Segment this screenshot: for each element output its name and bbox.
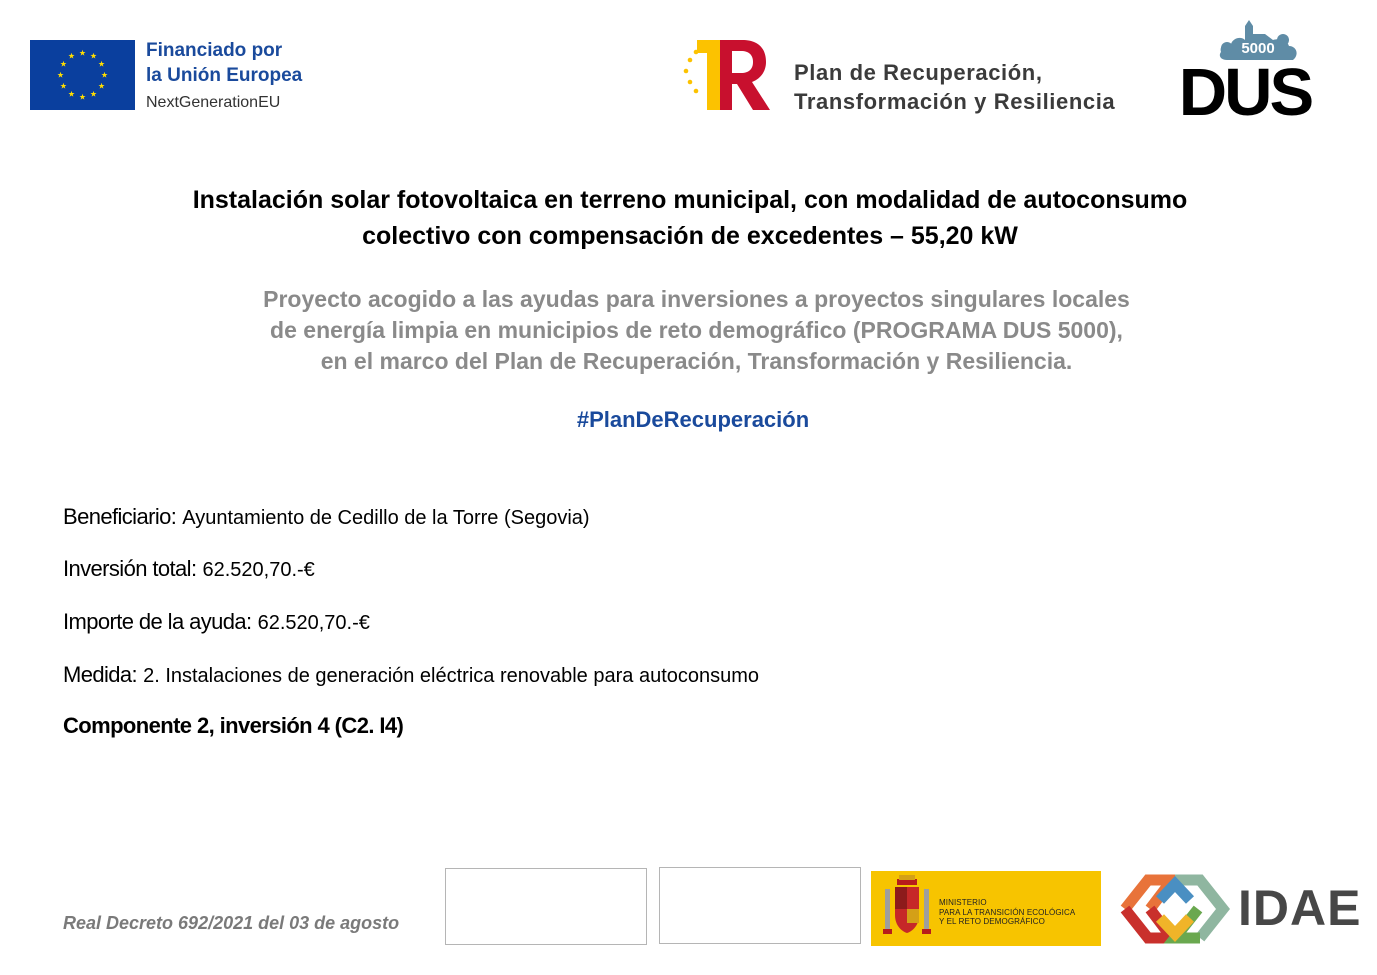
eu-star-icon [79,94,85,100]
eu-star-icon [60,61,66,67]
ministry-text [939,898,1075,927]
importe-label: Importe de la ayuda: [63,609,252,634]
idae-logo-mark [1120,870,1230,948]
plan-text [794,58,1115,116]
dus-text: DUS [1178,55,1312,122]
beneficiario-row [63,504,590,530]
eu-star-icon [101,72,107,78]
project-subtitle [40,284,1353,377]
eu-star-icon [68,91,74,97]
ministry-line-2: PARA LA TRANSICIÓN ECOLÓGICA [939,907,1076,917]
plan-recuperacion-logo [680,36,772,114]
plan-line-2: Transformación y Resiliencia [794,89,1116,114]
decree-text: Real Decreto 692/2021 del 03 de agosto [63,913,400,933]
medida-row [63,662,759,688]
idae-interlocked-icon [1120,870,1230,948]
title-line-1: Instalación solar fotovoltaica en terreno municipal, con modalidad de autoconsumo [192,186,1188,214]
ministry-line-3: Y EL RETO DEMOGRÁFICO [939,917,1045,926]
eu-line-1: Financiado por [146,40,283,61]
subtitle-line-1: Proyecto acogido a las ayudas para inversiones a proyectos singulares locales [263,286,1130,312]
subtitle-line-3: en el marco del Plan de Recuperación, Transformación y Resiliencia. [320,348,1073,374]
eu-funding-text [146,38,302,115]
ministry-logo [871,871,1101,946]
medida-value: 2. Instalaciones de generación eléctrica renovable para autoconsumo [143,665,760,687]
eu-star-icon [90,91,96,97]
coat-of-arms-icon [877,871,937,946]
eu-star-icon [99,83,105,89]
eu-flag-logo [30,40,135,110]
eu-star-icon [90,53,96,59]
componente-text: Componente 2, inversión 4 (C2. I4) [63,713,404,738]
beneficiario-value: Ayuntamiento de Cedillo de la Torre (Segovia) [182,507,590,529]
ministry-line-1: MINISTERIO [939,898,987,907]
inversion-value: 62.520,70.-€ [202,559,315,581]
dus-number: 5000 [1241,40,1275,57]
eu-star-icon [57,72,63,78]
inversion-label: Inversión total: [63,556,197,581]
subtitle-line-2: de energía limpia en municipios de reto demográfico (PROGRAMA DUS 5000), [270,317,1123,343]
title-line-2: colectivo con compensación de excedentes – 55,20 kW [362,222,1018,250]
eu-star-icon [99,61,105,67]
tr-mark-icon [680,36,772,114]
eu-line-3: NextGenerationEU [146,94,281,111]
blank-logo-box-1 [445,868,647,945]
plan-line-1: Plan de Recuperación, [794,60,1043,85]
dus-5000-logo [1165,12,1325,122]
eu-star-icon [60,83,66,89]
eu-star-icon [68,53,74,59]
medida-label: Medida: [63,662,138,687]
project-title [40,182,1340,254]
eu-line-2: la Unión Europea [146,65,303,86]
blank-logo-box-2 [659,867,861,944]
beneficiario-label: Beneficiario: [63,504,177,529]
inversion-row [63,556,315,582]
importe-value: 62.520,70.-€ [257,612,370,634]
hashtag: #PlanDeRecuperación [576,407,810,432]
importe-row [63,609,370,635]
eu-stars-icon [30,40,135,110]
eu-star-icon [79,50,85,56]
idae-text: IDAE [1238,880,1362,936]
